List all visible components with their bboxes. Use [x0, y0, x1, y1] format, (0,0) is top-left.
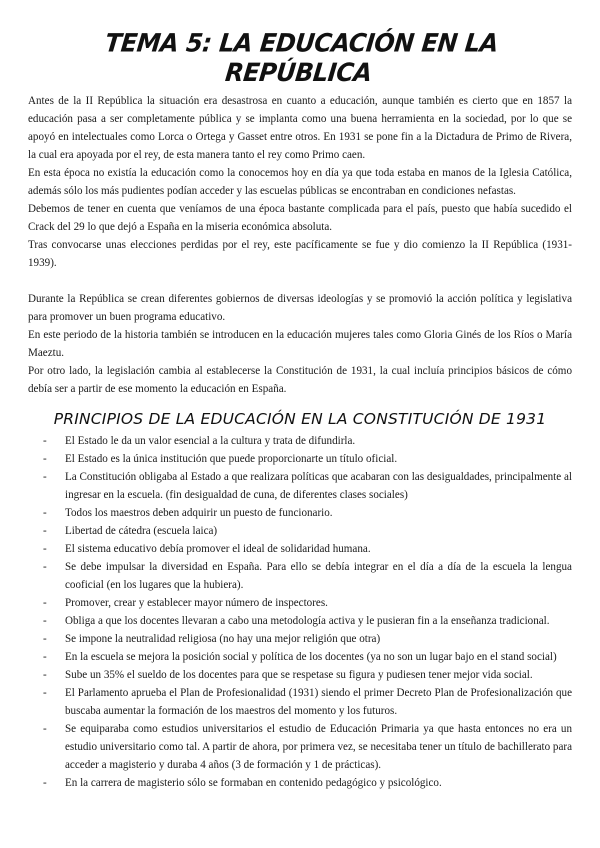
- intro-paragraph: Antes de la II República la situación era desastrosa en cuanto a educación, aunque también es cierto que en 1857 la educación pasa a ser completamente pública y se implanta como una buena herramienta en la sociedad, por lo que se apoyó en intelectuales como Lorca o Ortega y Gasset entre otros. En 1931 se pone fin a la Dictadura de Primo de Rivera, la cual era apoyada por el rey, de esta manera tanto el rey como Primo caen.: [28, 95, 572, 161]
- principles-list: [28, 432, 572, 792]
- paragraph-spacer: [28, 272, 572, 290]
- list-item: - El sistema educativo debía promover el ideal de solidaridad humana.: [65, 540, 572, 558]
- republic-paragraph: En este periodo de la historia también se introducen en la educación mujeres tales como Gloria Ginés de los Ríos o María Maeztu.: [28, 329, 572, 359]
- list-item: - El Estado le da un valor esencial a la cultura y trata de difundirla.: [65, 432, 572, 450]
- list-item: - Se impone la neutralidad religiosa (no hay una mejor religión que otra): [65, 630, 572, 648]
- list-item: - Se debe impulsar la diversidad en España. Para ello se debía integrar en el día a día de la escuela la lengua cooficial (en los lugares que la hubiera).: [65, 558, 572, 594]
- list-item: - Promover, crear y establecer mayor número de inspectores.: [65, 594, 572, 612]
- list-item: - Todos los maestros deben adquirir un puesto de funcionario.: [65, 504, 572, 522]
- intro-paragraph: Debemos de tener en cuenta que veníamos de una época bastante complicada para el país, puesto que había sucedido el Crack del 29 lo que dejó a España en la miseria económica absoluta.: [28, 203, 572, 233]
- section-title: PRINCIPIOS DE LA EDUCACIÓN EN LA CONSTITUCIÓN DE 1931: [53, 410, 547, 428]
- list-item: - Se equiparaba como estudios universitarios el estudio de Educación Primaria ya que hasta entonces no era un estudio universitario como tal. A partir de ahora, por primera vez, se necesitaba tener un título de bachillerato para acceder a magisterio y duraba 4 años (3 de formación y 1 de prácticas).: [65, 720, 572, 774]
- list-item: - El Estado es la única institución que puede proporcionarte un título oficial.: [65, 450, 572, 468]
- republic-paragraph: Por otro lado, la legislación cambia al establecerse la Constitución de 1931, la cual incluía principios básicos de cómo debía ser a partir de ese momento la educación en España.: [28, 365, 572, 395]
- intro-paragraph: En esta época no existía la educación como la conocemos hoy en día ya que toda estaba en manos de la Iglesia Católica, además sólo los más pudientes podían acceder y las escuelas públicas se encontraban en condiciones nefastas.: [28, 167, 572, 197]
- list-item: - En la carrera de magisterio sólo se formaban en contenido pedagógico y psicológico.: [65, 774, 572, 792]
- republic-paragraph: Durante la República se crean diferentes gobiernos de diversas ideologías y se promovió la acción política y legislativa para promover un buen programa educativo.: [28, 293, 572, 323]
- list-item: - Libertad de cátedra (escuela laica): [65, 522, 572, 540]
- list-item: - Obliga a que los docentes llevaran a cabo una metodología activa y le pusieran fin a la enseñanza tradicional.: [65, 612, 572, 630]
- page-title: TEMA 5: LA EDUCACIÓN EN LA REPÚBLICA: [103, 28, 500, 88]
- list-item: - El Parlamento aprueba el Plan de Profesionalidad (1931) siendo el primer Decreto Plan de Profesionalización que buscaba aumentar la formación de los maestros del momento y los futuros.: [65, 684, 572, 720]
- list-item: - La Constitución obligaba al Estado a que realizara políticas que acabaran con las desigualdades, principalmente al ingresar en la escuela. (fin desigualdad de cuna, de diferentes clases sociales): [65, 468, 572, 504]
- intro-paragraph: Tras convocarse unas elecciones perdidas por el rey, este pacíficamente se fue y dio comienzo la II República (1931-1939).: [28, 239, 572, 269]
- list-item: - Sube un 35% el sueldo de los docentes para que se respetase su figura y pudiesen tener mejor vida social.: [65, 666, 572, 684]
- list-item: - En la escuela se mejora la posición social y política de los docentes (ya no son un lugar bajo en el stand social): [65, 648, 572, 666]
